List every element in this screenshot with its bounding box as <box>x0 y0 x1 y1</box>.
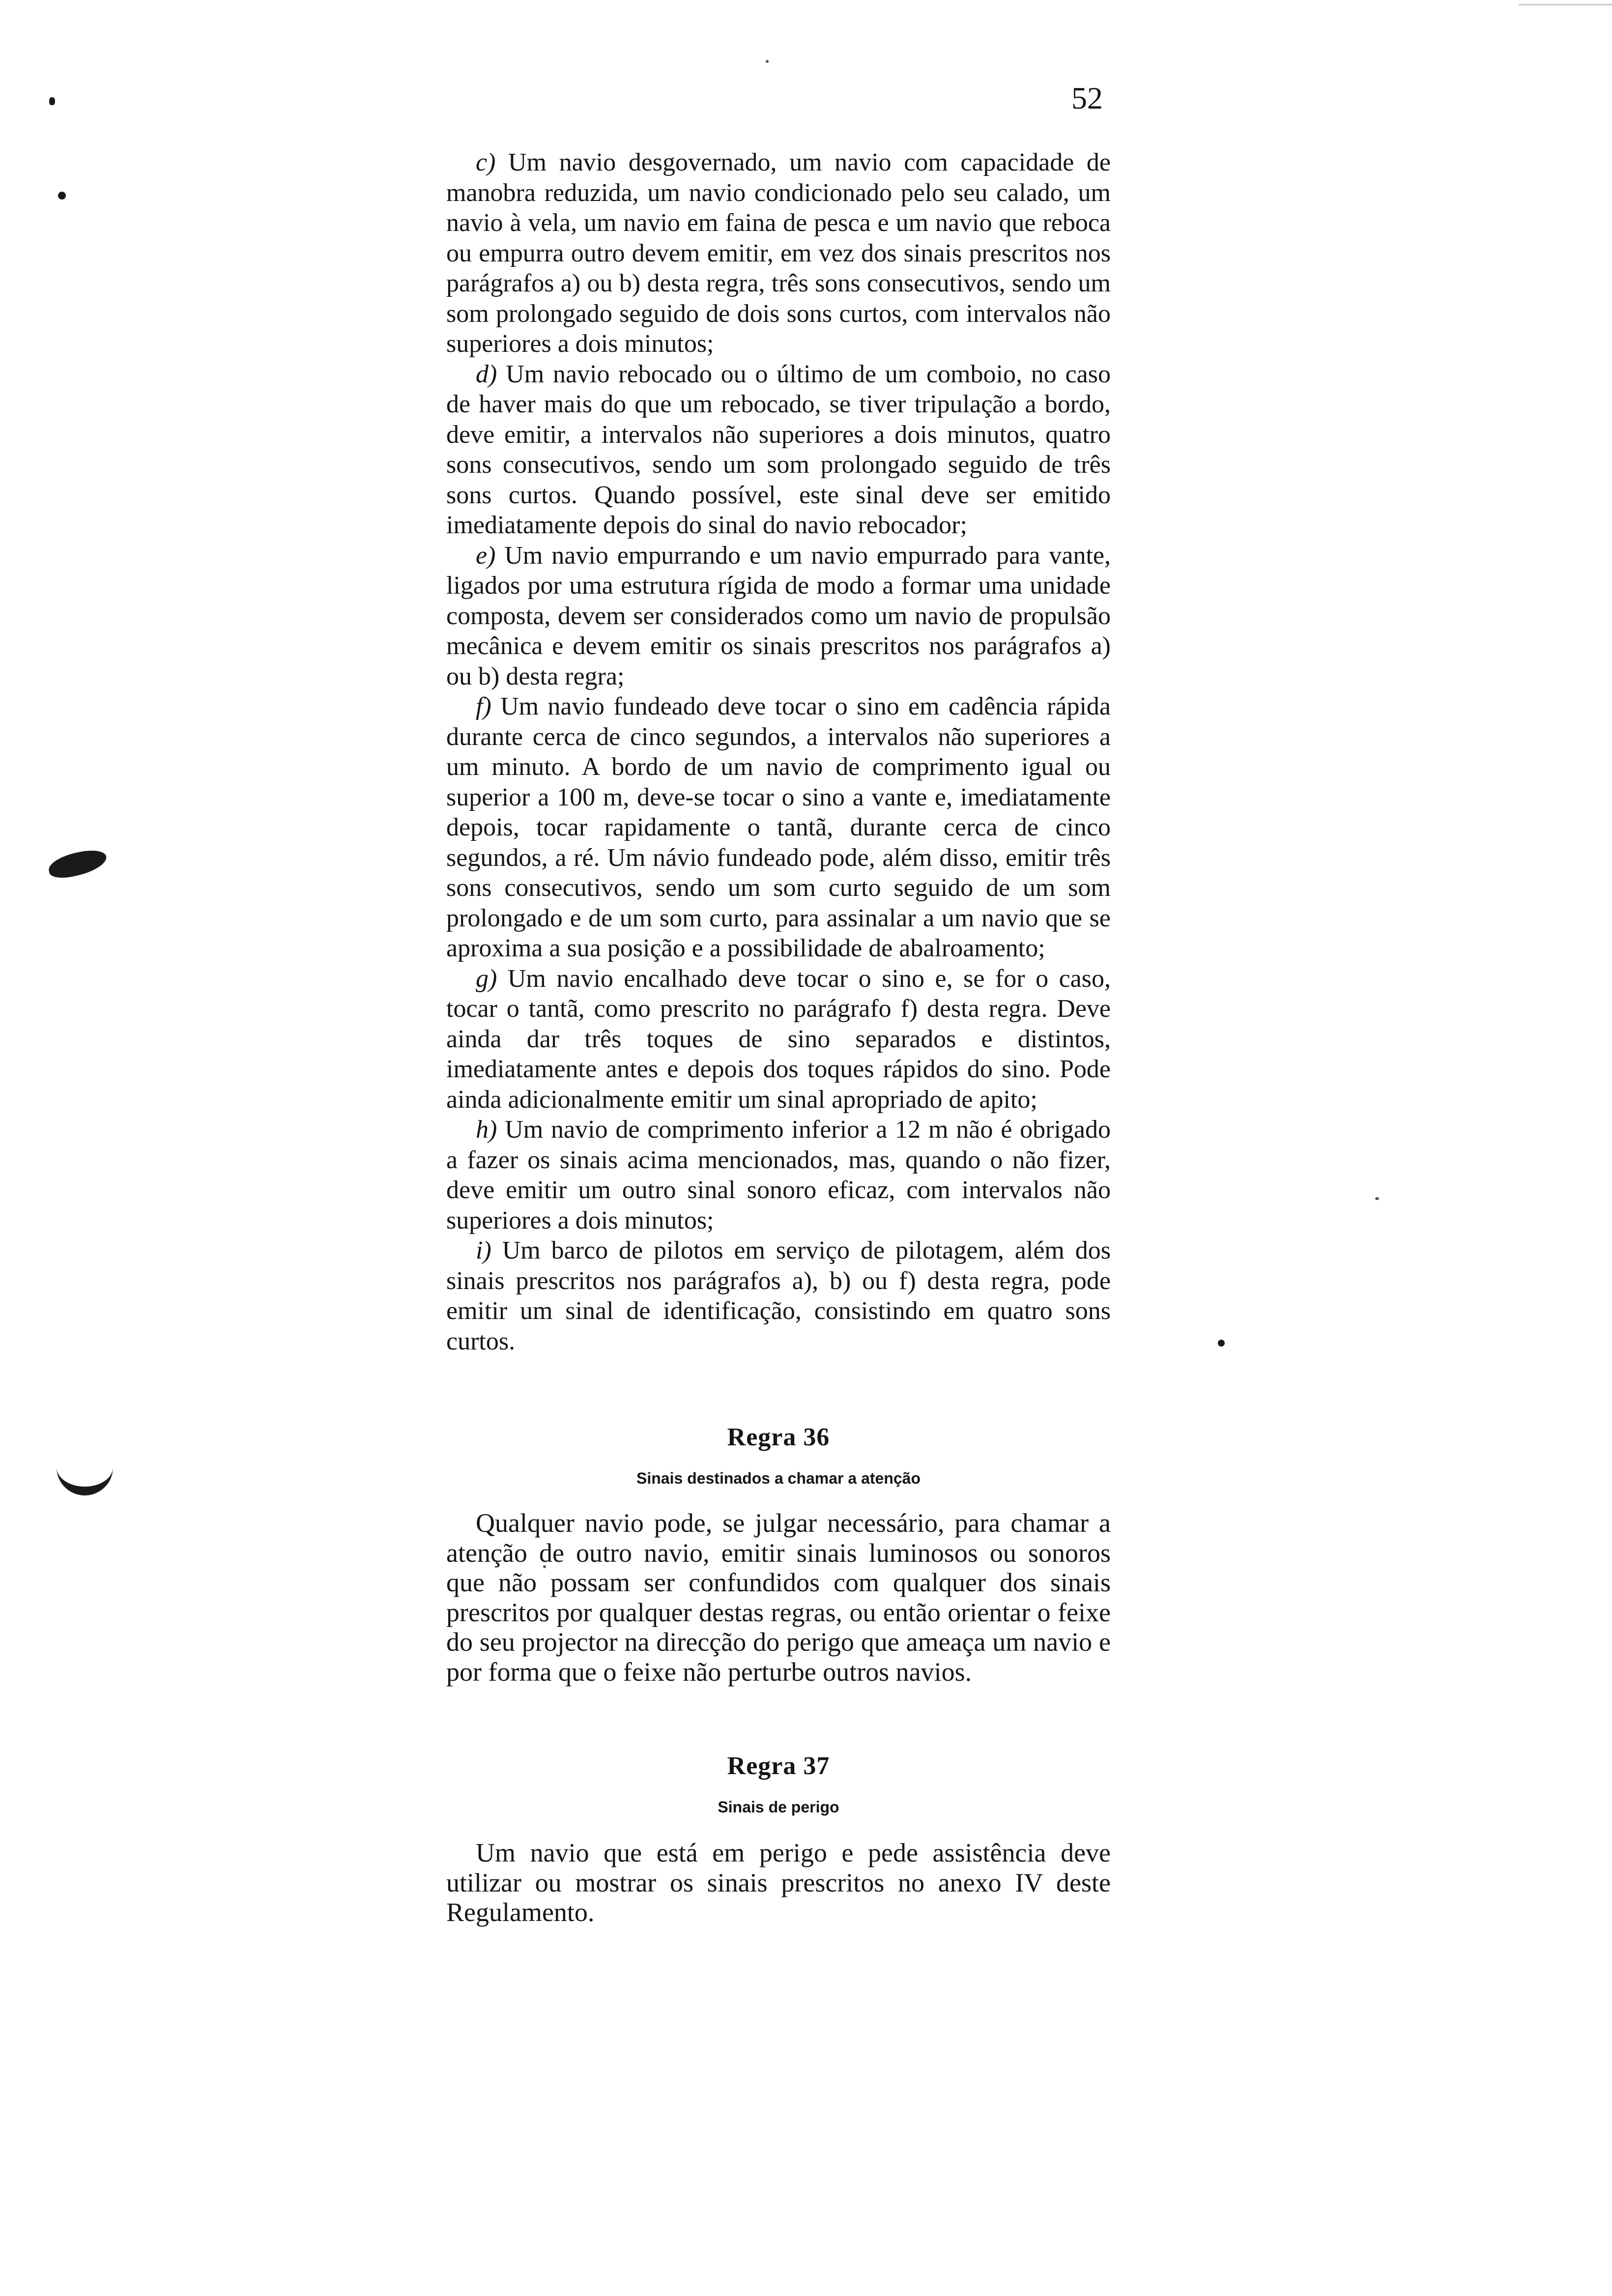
rule-37-title: Regra 37 <box>727 1752 830 1780</box>
item-label: h) <box>476 1116 497 1144</box>
scan-mark-right-dot <box>1218 1340 1225 1347</box>
scan-mark-left-blot <box>47 847 109 881</box>
paragraph-text: Um navio empurrando e um navio empurrado para vante, ligados por uma estrutura rígida de modo a formar uma unidade composta, devem ser considerados como um navio de propulsão mecânica e devem emitir os sinais prescritos nos parágrafos a) ou b) desta regra; <box>446 541 1111 690</box>
scan-mark-left-dot <box>58 192 66 200</box>
paragraph-e <box>446 541 1111 692</box>
paragraph-text: Um navio rebocado ou o último de um comboio, no caso de haver mais do que um rebocado, se tiver tripulação a bordo, deve emitir, a intervalos não superiores a dois minutos, quatro sons consecutivos, sendo um som prolongado seguido de três sons curtos. Quando possível, este sinal deve ser emitido imediatamente depois do sinal do navio rebocador; <box>446 360 1111 539</box>
paragraph-text: Um navio de comprimento inferior a 12 m não é obrigado a fazer os sinais acima mencionados, mas, quando o não fizer, deve emitir um outro sinal sonoro eficaz, com intervalos não superiores a dois minutos; <box>446 1116 1111 1234</box>
paragraph-text: Um barco de pilotos em serviço de pilotagem, além dos sinais prescritos nos parágrafos a), b) ou f) desta regra, pode emitir um sinal de identificação, consistindo em quatro sons curtos. <box>446 1236 1111 1355</box>
paragraph-text: Um navio desgovernado, um navio com capacidade de manobra reduzida, um navio condicionado pelo seu calado, um navio à vela, um navio em faina de pesca e um navio que reboca ou empurra outro devem emitir, em vez dos sinais prescritos nos parágrafos a) ou b) desta regra, três sons consecutivos, sendo um som prolongado seguido de dois sons curtos, com intervalos não superiores a dois minutos; <box>446 148 1111 358</box>
paragraph-f <box>446 691 1111 964</box>
scan-speck-top <box>766 60 769 63</box>
paragraph-h <box>446 1115 1111 1235</box>
rule-36-subtitle: Sinais destinados a chamar a atenção <box>636 1469 921 1487</box>
scan-mark-top-left <box>49 97 55 105</box>
item-label: i) <box>476 1236 491 1264</box>
item-label: c) <box>476 148 496 176</box>
scan-mark-left-hook <box>57 1467 113 1495</box>
rule-37-subtitle: Sinais de perigo <box>718 1798 839 1816</box>
item-label: g) <box>476 964 497 993</box>
rule-36-text: Qualquer navio pode, se julgar necessário, para chamar a atenção de outro navio, emitir sinais luminosos ou sonoros que não possam ser confundidos com qualquer dos sinais prescritos por qualquer destas regras, ou então orientar o feixe do seu projector na direcção do perigo que ameaça um navio e por forma que o feixe não perturbe outros navios. <box>446 1508 1111 1687</box>
page-number: 52 <box>1071 81 1103 115</box>
paragraph-g <box>446 964 1111 1115</box>
item-label: e) <box>476 541 496 570</box>
item-label: d) <box>476 360 497 388</box>
paragraph-d <box>446 359 1111 541</box>
scan-edge-line <box>1519 4 1612 5</box>
paragraph-c <box>446 147 1111 359</box>
rule-36-title: Regra 36 <box>727 1423 830 1451</box>
paragraph-i <box>446 1235 1111 1356</box>
item-label: f) <box>476 692 491 720</box>
paragraph-text: Um navio encalhado deve tocar o sino e, se for o caso, tocar o tantã, como prescrito no parágrafo f) desta regra. Deve ainda dar três toques de sino separados e distintos, imediatamente antes e depois dos toques rápidos do sino. Pode ainda adicionalmente emitir um sinal apropriado de apito; <box>446 964 1111 1114</box>
paragraph-text: Um navio fundeado deve tocar o sino em cadência rápida durante cerca de cinco segundos, a intervalos não superiores a um minuto. A bordo de um navio de comprimento igual ou superior a 100 m, deve-se tocar o sino a vante e, imediatamente depois, tocar rapidamente o tantã, durante cerca de cinco segundos, a ré. Um návio fundeado pode, além disso, emitir três sons consecutivos, sendo um som curto seguido de um som prolongado e de um som curto, para assinalar a um navio que se aproxima a sua posição e a possibilidade de abalroamento; <box>446 692 1111 962</box>
main-text-column <box>446 147 1111 1927</box>
scan-speck-right <box>1375 1197 1379 1200</box>
rule-37-text: Um navio que está em perigo e pede assistência deve utilizar ou mostrar os sinais prescritos no anexo IV deste Regulamento. <box>446 1838 1111 1927</box>
